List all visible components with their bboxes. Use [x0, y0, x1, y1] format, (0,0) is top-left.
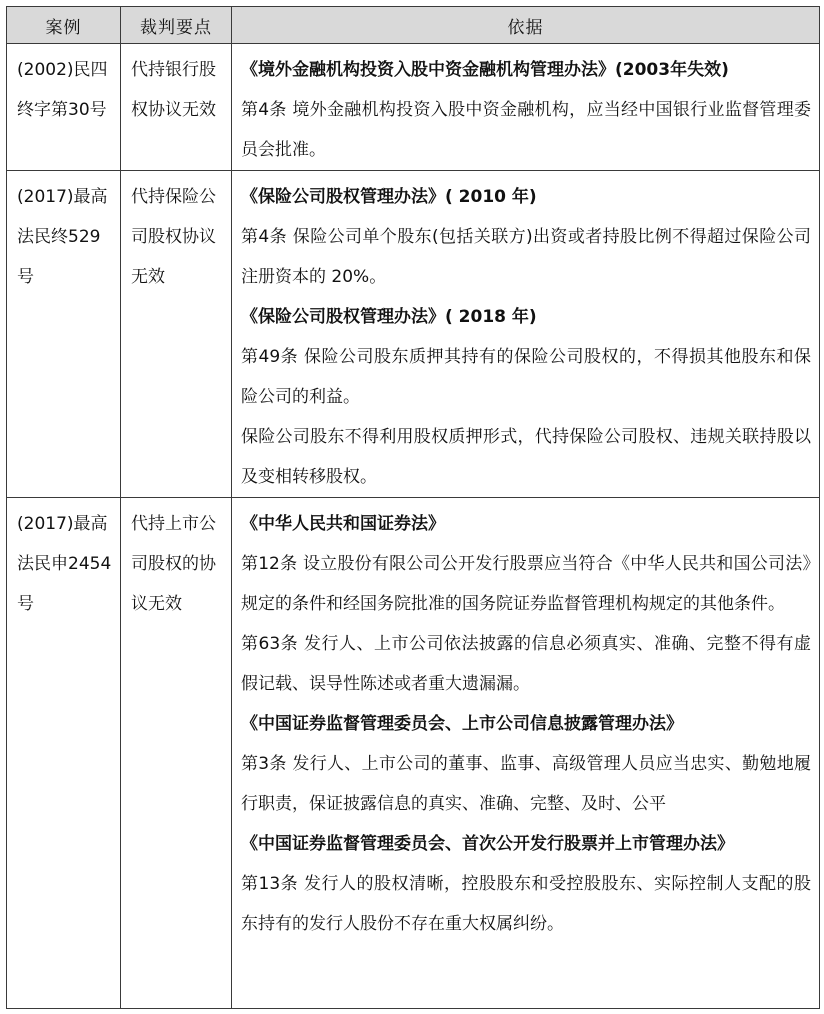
basis-regulation-title: 《中华人民共和国证券法》 [241, 514, 445, 534]
table-row [7, 44, 820, 171]
case-number: (2017)最高法民终529号 [17, 187, 108, 287]
basis-article: 保险公司股东不得利用股权质押形式，代持保险公司股权、违规关联持股以及变相转移股权。 [241, 427, 811, 487]
basis-regulation-title: 《保险公司股权管理办法》( 2010 年) [241, 187, 537, 207]
basis-regulation-title: 《保险公司股权管理办法》( 2018 年) [241, 307, 537, 327]
point-cell [121, 498, 232, 1009]
header-point: 裁判要点 [121, 7, 232, 44]
header-basis: 依据 [232, 7, 820, 44]
case-number: (2002)民四终字第30号 [17, 60, 108, 120]
basis-article: 第12条 设立股份有限公司公开发行股票应当符合《中华人民共和国公司法》规定的条件和经国务院批准的国务院证券监督管理机构规定的其他条件。 [241, 554, 811, 614]
judgment-point: 代持保险公司股权协议无效 [131, 187, 216, 287]
basis-cell [232, 171, 820, 498]
basis-article: 第4条 保险公司单个股东(包括关联方)出资或者持股比例不得超过保险公司注册资本的 20%。 [241, 227, 811, 287]
basis-article: 第49条 保险公司股东质押其持有的保险公司股权的，不得损其他股东和保险公司的利益。 [241, 347, 811, 407]
basis-regulation-title: 《境外金融机构投资入股中资金融机构管理办法》(2003年失效) [241, 60, 729, 80]
basis-regulation-title: 《中国证券监督管理委员会、首次公开发行股票并上市管理办法》 [241, 834, 734, 854]
judgment-point: 代持上市公司股权的协议无效 [131, 514, 216, 614]
point-cell [121, 44, 232, 171]
case-cell [7, 498, 121, 1009]
table-row [7, 498, 820, 1009]
table-row [7, 171, 820, 498]
basis-article: 第63条 发行人、上市公司依法披露的信息必须真实、准确、完整不得有虚假记载、误导性陈述或者重大遗漏漏。 [241, 634, 811, 694]
judgment-point: 代持银行股权协议无效 [131, 60, 216, 120]
basis-cell [232, 498, 820, 1009]
case-table [6, 6, 820, 1009]
basis-article: 第13条 发行人的股权清晰，控股股东和受控股股东、实际控制人支配的股东持有的发行人股份不存在重大权属纠纷。 [241, 874, 811, 934]
basis-article: 第4条 境外金融机构投资入股中资金融机构，应当经中国银行业监督管理委员会批准。 [241, 100, 811, 160]
point-cell [121, 171, 232, 498]
header-case: 案例 [7, 7, 121, 44]
case-cell [7, 44, 121, 171]
basis-article: 第3条 发行人、上市公司的董事、监事、高级管理人员应当忠实、勤勉地履行职责，保证披露信息的真实、准确、完整、及时、公平 [241, 754, 811, 814]
case-number: (2017)最高法民申2454号 [17, 514, 112, 614]
case-cell [7, 171, 121, 498]
basis-regulation-title: 《中国证券监督管理委员会、上市公司信息披露管理办法》 [241, 714, 683, 734]
header-row [7, 7, 820, 44]
basis-cell [232, 44, 820, 171]
